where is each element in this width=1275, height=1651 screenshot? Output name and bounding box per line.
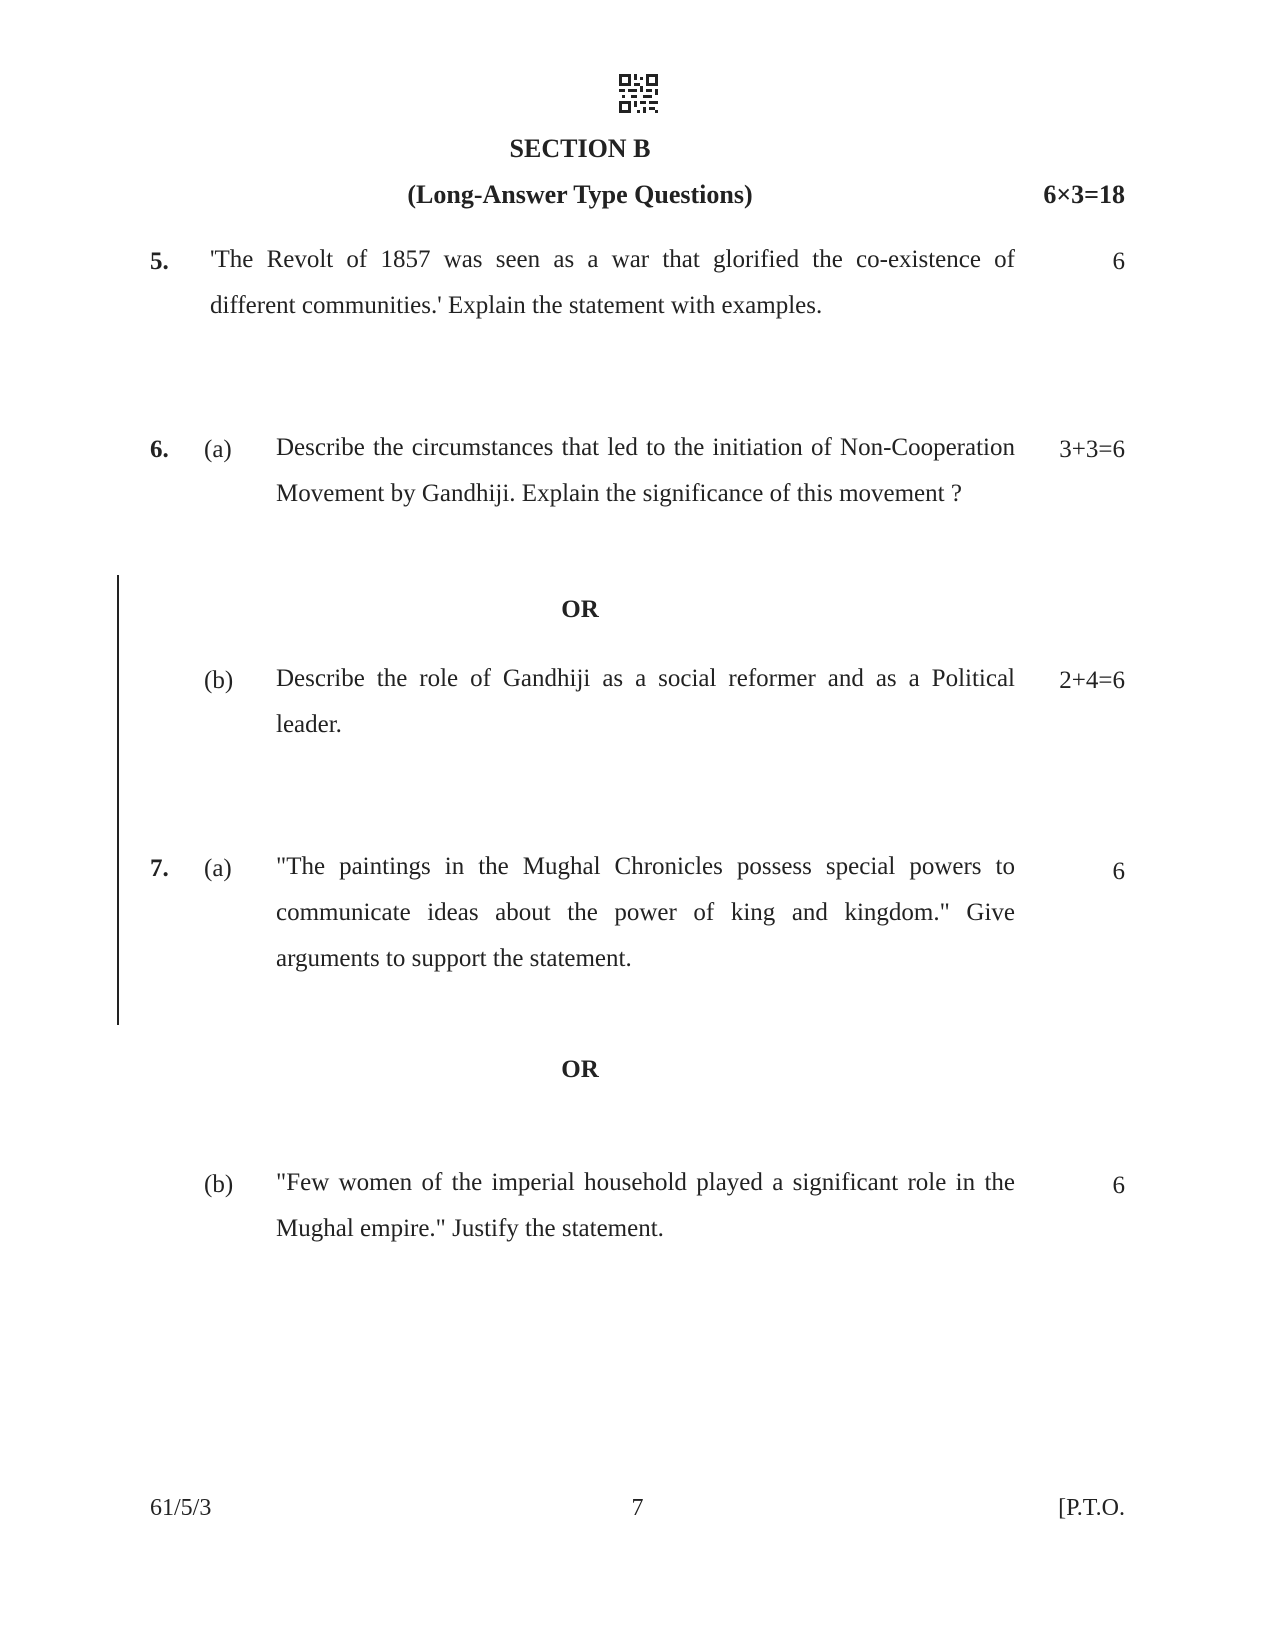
question-7-or: OR <box>561 1056 599 1083</box>
question-6b-text: Describe the role of Gandhiji as a social reformer and as a Political leader. <box>276 665 1015 738</box>
footer-pto: [P.T.O. <box>1058 1495 1125 1521</box>
question-6-number: 6. <box>150 436 169 463</box>
question-5-marks: 6 <box>1112 248 1125 275</box>
question-7b-label: (b) <box>204 1171 234 1198</box>
question-6-or: OR <box>561 596 599 623</box>
question-6a-text: Describe the circumstances that led to the initiation of Non-Cooperation Movement by Gandhiji. Explain the significance of this movement ? <box>276 434 1015 507</box>
question-6b-label: (b) <box>204 667 234 694</box>
footer-paper-code: 61/5/3 <box>150 1495 212 1521</box>
question-5-text: 'The Revolt of 1857 was seen as a war that glorified the co-existence of different communities.' Explain the statement with examples. <box>210 246 1015 319</box>
question-7a-text: "The paintings in the Mughal Chronicles possess special powers to communicate ideas about the power of king and kingdom." Give arguments to support the statement. <box>276 853 1015 972</box>
section-marks: 6×3=18 <box>1043 180 1125 209</box>
footer-page-number: 7 <box>631 1495 644 1521</box>
question-6a-label: (a) <box>204 436 232 463</box>
question-6a-marks: 3+3=6 <box>1059 436 1125 463</box>
margin-change-bar <box>117 575 119 1025</box>
question-7a-label: (a) <box>204 855 232 882</box>
question-7b-text: "Few women of the imperial household played a significant role in the Mughal empire." Justify the statement. <box>276 1169 1015 1242</box>
question-5-number: 5. <box>150 248 169 275</box>
section-title: SECTION B <box>509 134 651 163</box>
question-7b-marks: 6 <box>1112 1172 1125 1199</box>
question-6b-marks: 2+4=6 <box>1059 667 1125 694</box>
question-7-number: 7. <box>150 855 169 882</box>
qr-code-icon <box>619 74 658 113</box>
question-7a-marks: 6 <box>1112 858 1125 885</box>
section-subtitle: (Long-Answer Type Questions) <box>407 180 753 209</box>
